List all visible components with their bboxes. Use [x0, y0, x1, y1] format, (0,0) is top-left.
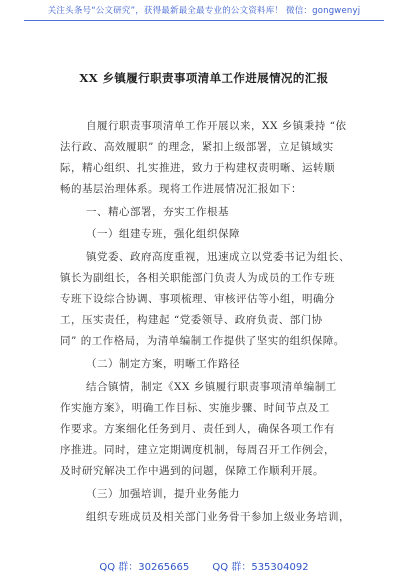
body-line: 镇党委、政府高度重视，迅速成立以党委书记为组长、: [86, 251, 350, 263]
body-line: 组织专班成员及相关部门业务骨干参加上级业务培训，: [86, 511, 350, 523]
header-banner: [24, 0, 384, 21]
body-line: 同” 的工作格局，为清单编制工作提供了坚实的组织保障。: [60, 335, 345, 347]
section-heading: 一、精心部署，夯实工作根基: [86, 206, 229, 218]
body-line: 作实施方案》，明确工作目标、实施步骤、时间节点及工: [60, 402, 330, 414]
body-line: 及时研究解决工作中遇到的问题，保障工作顺利开展。: [60, 465, 324, 477]
body-line: 结合镇情，制定《XX 乡镇履行职责事项清单编制工: [86, 381, 337, 393]
body-line: 际，精心组织、扎实推进，致力于构建权责明晰、运转顺: [60, 162, 335, 174]
body-line: 法行政、高效履职” 的理念，紧扣上级部署，立足镇域实: [60, 141, 334, 153]
body-line: 自履行职责事项清单工作开展以来，XX 乡镇秉持 “依: [86, 120, 347, 132]
document-title: XX 乡镇履行职责事项清单工作进展情况的汇报: [79, 71, 329, 85]
footer-contact: [0, 558, 408, 573]
footer-qq: QQ 群：535304092: [212, 562, 309, 573]
body-line: 作要求。方案细化任务到月、责任到人，确保各项工作有: [60, 423, 335, 435]
body-line: 镇长为副组长，各相关职能部门负责人为成员的工作专班: [60, 272, 335, 284]
subsection-heading: （三）加强培训，提升业务能力: [86, 488, 240, 500]
body-line: 序推进。同时，建立定期调度机制，每周召开工作例会，: [60, 444, 335, 456]
body-line: 专班下设综合协调、事项梳理、审核评估等小组，明确分: [60, 293, 335, 305]
subsection-heading: （一）组建专班，强化组织保障: [86, 228, 240, 240]
body-line: 工，压实责任，构建起 “党委领导、政府负责、部门协: [60, 314, 323, 326]
subsection-heading: （二）制定方案，明晰工作路径: [86, 358, 240, 370]
header-banner-text: 关注头条号“公文研究”，获得最新最全最专业的公文资料库！ 微信：gongwenyj: [47, 6, 361, 16]
footer-qq-group: QQ 群：30265665: [99, 562, 190, 573]
body-line: 畅的基层治理体系。现将工作进展情况汇报如下：: [60, 183, 302, 195]
